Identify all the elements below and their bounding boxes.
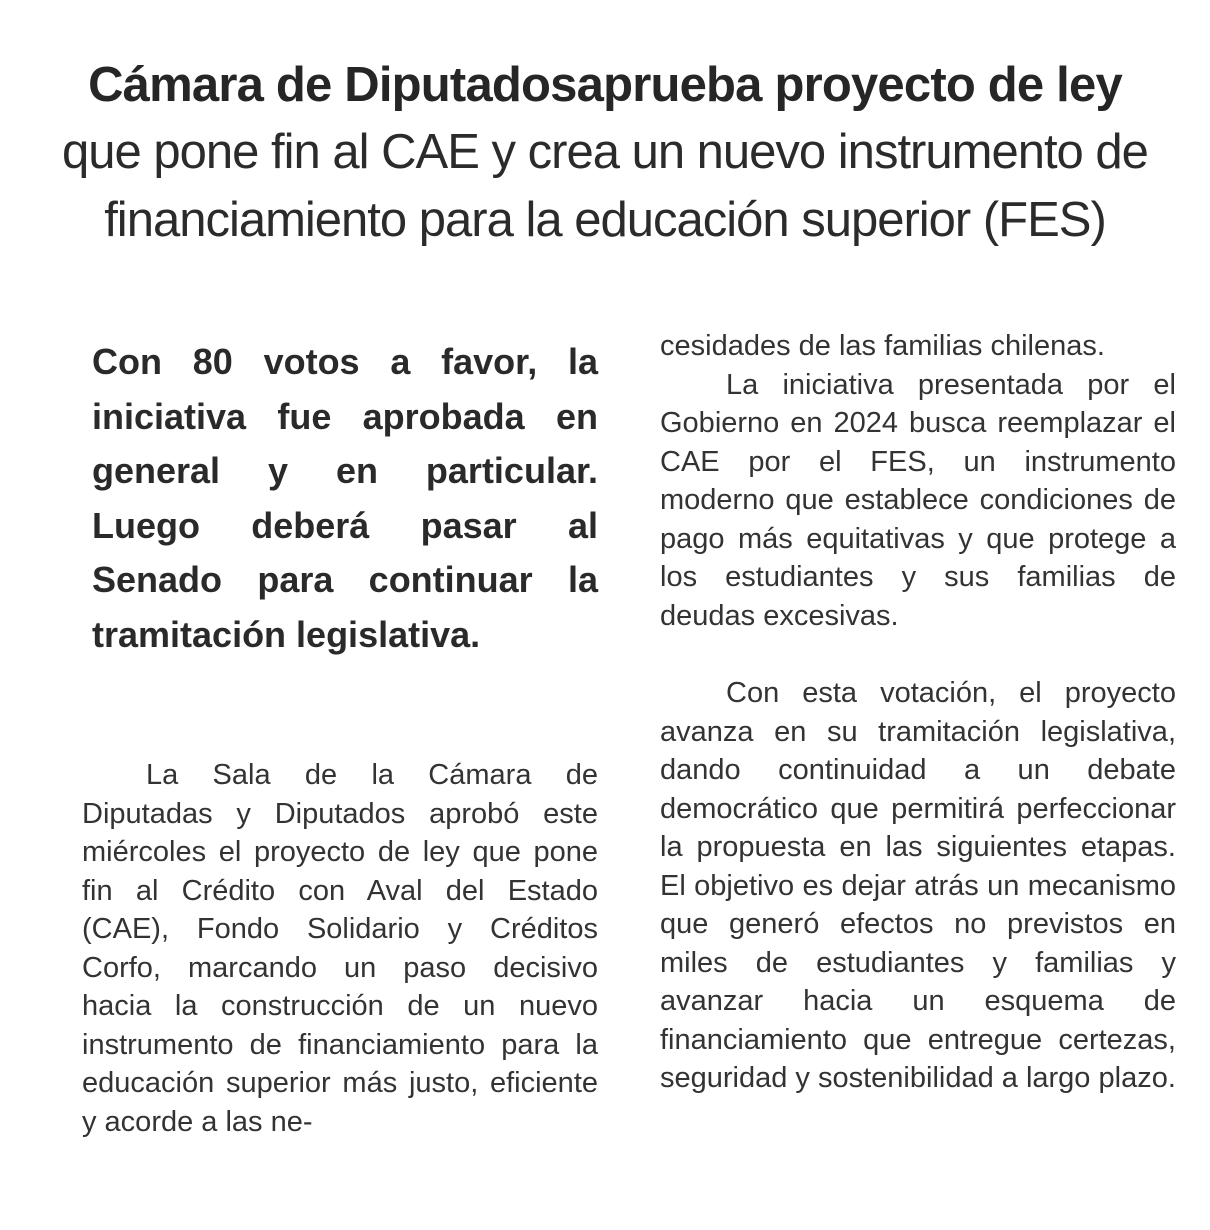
headline-line-2: que pone fin al CAE y crea un nuevo instrumento de bbox=[62, 125, 1148, 179]
headline bbox=[40, 52, 1170, 254]
right-column bbox=[660, 327, 1176, 1098]
body-continuation: cesidades de las familias chilenas. bbox=[660, 330, 1105, 362]
headline-line-3: financiamiento para la educación superior (FES) bbox=[104, 193, 1106, 247]
body-paragraph-3: Con esta votación, el proyecto avanza en su tramitación legislativa, dando continuidad a un debate democrático que permitirá perfeccionar la propuesta en las siguientes etapas. El objetivo es dejar atrás un mecanismo que generó efectos no previstos en miles de estudiantes y familias y avanzar hacia un esquema de financiamiento que entregue certezas, seguridad y sostenibilidad a largo plazo. bbox=[660, 677, 1176, 1094]
lead-paragraph: Con 80 votos a favor, la iniciativa fue aprobada en general y en particular. Luego deberá pasar al Senado para continuar la tramitación legislativa. bbox=[92, 341, 598, 655]
headline-bold-line: Cámara de Diputadosaprueba proyecto de ley bbox=[88, 58, 1122, 112]
body-paragraph-2: La iniciativa presentada por el Gobierno en 2024 busca reemplazar el CAE por el FES, un instrumento moderno que establece condiciones de pago más equitativas y que protege a los estudiantes y sus familias de deudas excesivas. bbox=[660, 368, 1176, 632]
body-paragraph-left: La Sala de la Cámara de Diputadas y Diputados aprobó este miércoles el proyecto de ley que pone fin al Crédito con Aval del Estado (CAE), Fondo Solidario y Créditos Corfo, marcando un paso decisivo hacia la construcción de un nuevo instrumento de financiamiento para la educación superior más justo, eficiente y acorde a las ne- bbox=[82, 759, 598, 1138]
